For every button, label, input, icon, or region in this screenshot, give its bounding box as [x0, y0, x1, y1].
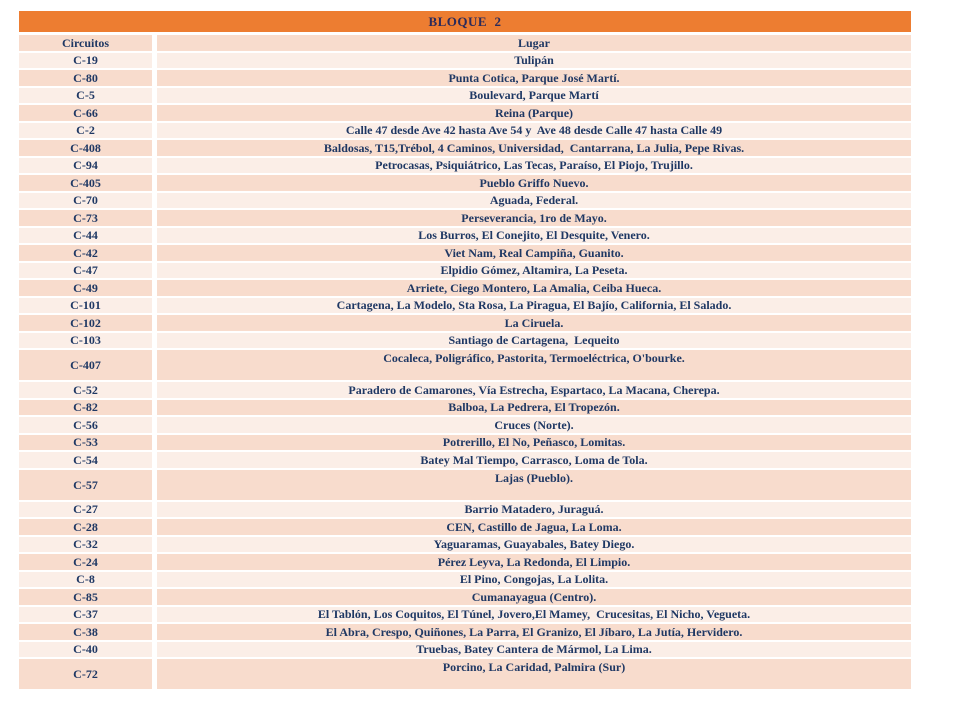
table-row — [19, 589, 911, 605]
lugar-cell: Barrio Matadero, Juraguá. — [157, 502, 911, 518]
circuito-cell: C-53 — [19, 435, 152, 451]
circuito-cell: C-52 — [19, 382, 152, 398]
lugar-cell: Potrerillo, El No, Peñasco, Lomitas. — [157, 435, 911, 451]
lugar-cell: Batey Mal Tiempo, Carrasco, Loma de Tola. — [157, 452, 911, 468]
table-row — [19, 382, 911, 398]
lugar-cell: Pueblo Griffo Nuevo. — [157, 175, 911, 191]
table-row — [19, 452, 911, 468]
table-row — [19, 88, 911, 104]
table-body — [19, 53, 911, 690]
lugar-cell: Cruces (Norte). — [157, 417, 911, 433]
lugar-cell: Porcino, La Caridad, Palmira (Sur) — [157, 659, 911, 689]
table-row — [19, 175, 911, 191]
circuito-cell: C-102 — [19, 315, 152, 331]
circuito-cell: C-407 — [19, 350, 152, 380]
table-row — [19, 123, 911, 139]
column-header-row — [19, 35, 911, 51]
lugar-cell: CEN, Castillo de Jagua, La Loma. — [157, 519, 911, 535]
circuito-cell: C-38 — [19, 624, 152, 640]
table-row — [19, 280, 911, 296]
lugar-cell: Pérez Leyva, La Redonda, El Limpio. — [157, 554, 911, 570]
lugar-cell: El Pino, Congojas, La Lolita. — [157, 572, 911, 588]
column-header-lugar: Lugar — [157, 35, 911, 51]
lugar-cell: Reina (Parque) — [157, 105, 911, 121]
circuito-cell: C-27 — [19, 502, 152, 518]
lugar-cell: Elpidio Gómez, Altamira, La Peseta. — [157, 263, 911, 279]
lugar-cell: Arriete, Ciego Montero, La Amalia, Ceiba Hueca. — [157, 280, 911, 296]
circuito-cell: C-37 — [19, 607, 152, 623]
table-row — [19, 228, 911, 244]
table-row — [19, 245, 911, 261]
table-row — [19, 417, 911, 433]
lugar-cell: El Tablón, Los Coquitos, El Túnel, Jovero,El Mamey, Crucesitas, El Nicho, Vegueta. — [157, 607, 911, 623]
circuito-cell: C-40 — [19, 642, 152, 658]
table-row — [19, 333, 911, 349]
lugar-cell: Cartagena, La Modelo, Sta Rosa, La Piragua, El Bajío, California, El Salado. — [157, 298, 911, 314]
circuito-cell: C-408 — [19, 140, 152, 156]
lugar-cell: El Abra, Crespo, Quiñones, La Parra, El Granizo, El Jíbaro, La Jutía, Hervidero. — [157, 624, 911, 640]
table-row — [19, 400, 911, 416]
lugar-cell: Tulipán — [157, 53, 911, 69]
lugar-cell: Aguada, Federal. — [157, 193, 911, 209]
table-row — [19, 350, 911, 380]
lugar-cell: Santiago de Cartagena, Lequeito — [157, 333, 911, 349]
circuito-cell: C-405 — [19, 175, 152, 191]
lugar-cell: Punta Cotica, Parque José Martí. — [157, 70, 911, 86]
circuito-cell: C-54 — [19, 452, 152, 468]
table-row — [19, 158, 911, 174]
table-row — [19, 53, 911, 69]
circuito-cell: C-73 — [19, 210, 152, 226]
lugar-cell: Cocaleca, Poligráfico, Pastorita, Termoeléctrica, O'bourke. — [157, 350, 911, 380]
table-row — [19, 502, 911, 518]
circuito-cell: C-85 — [19, 589, 152, 605]
circuito-cell: C-19 — [19, 53, 152, 69]
table-row — [19, 315, 911, 331]
circuito-cell: C-49 — [19, 280, 152, 296]
lugar-cell: Viet Nam, Real Campiña, Guanito. — [157, 245, 911, 261]
circuito-cell: C-103 — [19, 333, 152, 349]
table-row — [19, 624, 911, 640]
lugar-cell: Los Burros, El Conejito, El Desquite, Venero. — [157, 228, 911, 244]
column-header-circuitos: Circuitos — [19, 35, 152, 51]
circuito-cell: C-42 — [19, 245, 152, 261]
lugar-cell: Lajas (Pueblo). — [157, 470, 911, 500]
lugar-cell: Boulevard, Parque Martí — [157, 88, 911, 104]
lugar-cell: Calle 47 desde Ave 42 hasta Ave 54 y Ave 48 desde Calle 47 hasta Calle 49 — [157, 123, 911, 139]
circuito-cell: C-47 — [19, 263, 152, 279]
table-row — [19, 537, 911, 553]
table-row — [19, 263, 911, 279]
lugar-cell: Truebas, Batey Cantera de Mármol, La Lima. — [157, 642, 911, 658]
lugar-cell: Cumanayagua (Centro). — [157, 589, 911, 605]
circuito-cell: C-94 — [19, 158, 152, 174]
circuito-cell: C-2 — [19, 123, 152, 139]
circuito-cell: C-66 — [19, 105, 152, 121]
circuito-cell: C-72 — [19, 659, 152, 689]
circuito-cell: C-57 — [19, 470, 152, 500]
table-row — [19, 105, 911, 121]
table-row — [19, 470, 911, 500]
lugar-cell: Balboa, La Pedrera, El Tropezón. — [157, 400, 911, 416]
table-row — [19, 193, 911, 209]
lugar-cell: Baldosas, T15,Trébol, 4 Caminos, Universidad, Cantarrana, La Julia, Pepe Rivas. — [157, 140, 911, 156]
table-row — [19, 519, 911, 535]
bloque-table — [19, 11, 911, 691]
lugar-cell: Perseverancia, 1ro de Mayo. — [157, 210, 911, 226]
circuito-cell: C-56 — [19, 417, 152, 433]
table-title: BLOQUE 2 — [19, 11, 911, 32]
lugar-cell: Yaguaramas, Guayabales, Batey Diego. — [157, 537, 911, 553]
lugar-cell: Paradero de Camarones, Vía Estrecha, Espartaco, La Macana, Cherepa. — [157, 382, 911, 398]
table-row — [19, 642, 911, 658]
lugar-cell: Petrocasas, Psiquiátrico, Las Tecas, Paraíso, El Piojo, Trujillo. — [157, 158, 911, 174]
circuito-cell: C-44 — [19, 228, 152, 244]
circuito-cell: C-24 — [19, 554, 152, 570]
table-row — [19, 659, 911, 689]
circuito-cell: C-5 — [19, 88, 152, 104]
circuito-cell: C-80 — [19, 70, 152, 86]
table-row — [19, 70, 911, 86]
circuito-cell: C-28 — [19, 519, 152, 535]
table-row — [19, 298, 911, 314]
table-row — [19, 435, 911, 451]
table-row — [19, 572, 911, 588]
circuito-cell: C-70 — [19, 193, 152, 209]
table-row — [19, 210, 911, 226]
table-row — [19, 554, 911, 570]
table-row — [19, 607, 911, 623]
circuito-cell: C-82 — [19, 400, 152, 416]
circuito-cell: C-101 — [19, 298, 152, 314]
lugar-cell: La Ciruela. — [157, 315, 911, 331]
circuito-cell: C-8 — [19, 572, 152, 588]
table-row — [19, 140, 911, 156]
circuito-cell: C-32 — [19, 537, 152, 553]
